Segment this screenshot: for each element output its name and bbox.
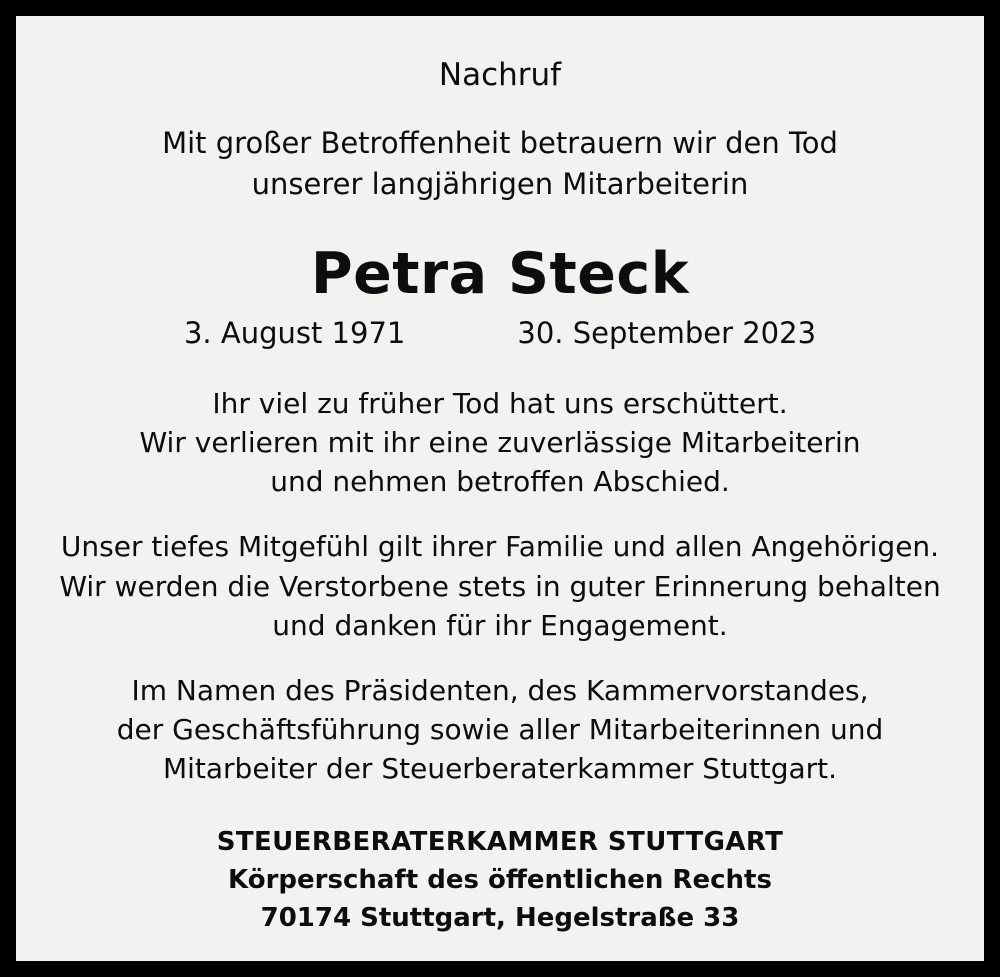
obituary-paragraph-1 [139, 384, 860, 502]
signature-legal-form: Körperschaft des öffentlichen Rechts [228, 865, 772, 896]
signature-block [217, 824, 783, 937]
obituary-paragraph-2-line-3: und danken für ihr Engagement. [272, 608, 728, 642]
birth-date: 3. August 1971 [183, 315, 406, 350]
obituary-paragraph-1-line-1: Ihr viel zu früher Tod hat uns erschüttert. [212, 386, 788, 420]
obituary-paragraph-3-line-3: Mitarbeiter der Steuerberaterkammer Stuttgart. [162, 752, 838, 786]
obituary-intro-line-1: Mit großer Betroffenheit betrauern wir den Tod [162, 125, 838, 160]
life-dates [184, 316, 816, 350]
obituary-intro [162, 123, 838, 205]
obituary-paragraph-1-line-2: Wir verlieren mit ihr eine zuverlässige Mitarbeiterin [139, 425, 861, 459]
obituary-card [16, 16, 984, 961]
death-date: 30. September 2023 [517, 315, 817, 350]
signature-address: 70174 Stuttgart, Hegelstraße 33 [260, 902, 740, 933]
obituary-heading: Nachruf [438, 57, 562, 93]
obituary-paragraph-3-line-2: der Geschäftsführung sowie aller Mitarbeiterinnen und [116, 713, 884, 747]
obituary-paragraph-3 [117, 671, 884, 789]
obituary-paragraph-1-line-3: und nehmen betroffen Abschied. [270, 465, 730, 499]
deceased-name: Petra Steck [310, 241, 690, 308]
obituary-paragraph-2-line-2: Wir werden die Verstorbene stets in guter Erinnerung behalten [59, 569, 941, 603]
obituary-paragraph-2-line-1: Unser tiefes Mitgefühl gilt ihrer Familie und allen Angehörigen. [60, 530, 940, 564]
obituary-paragraph-3-line-1: Im Namen des Präsidenten, des Kammervorstandes, [131, 673, 869, 707]
obituary-paragraph-2 [59, 527, 940, 645]
signature-organization: STEUERBERATERKAMMER STUTTGART [216, 827, 784, 858]
obituary-intro-line-2: unserer langjährigen Mitarbeiterin [251, 166, 749, 201]
